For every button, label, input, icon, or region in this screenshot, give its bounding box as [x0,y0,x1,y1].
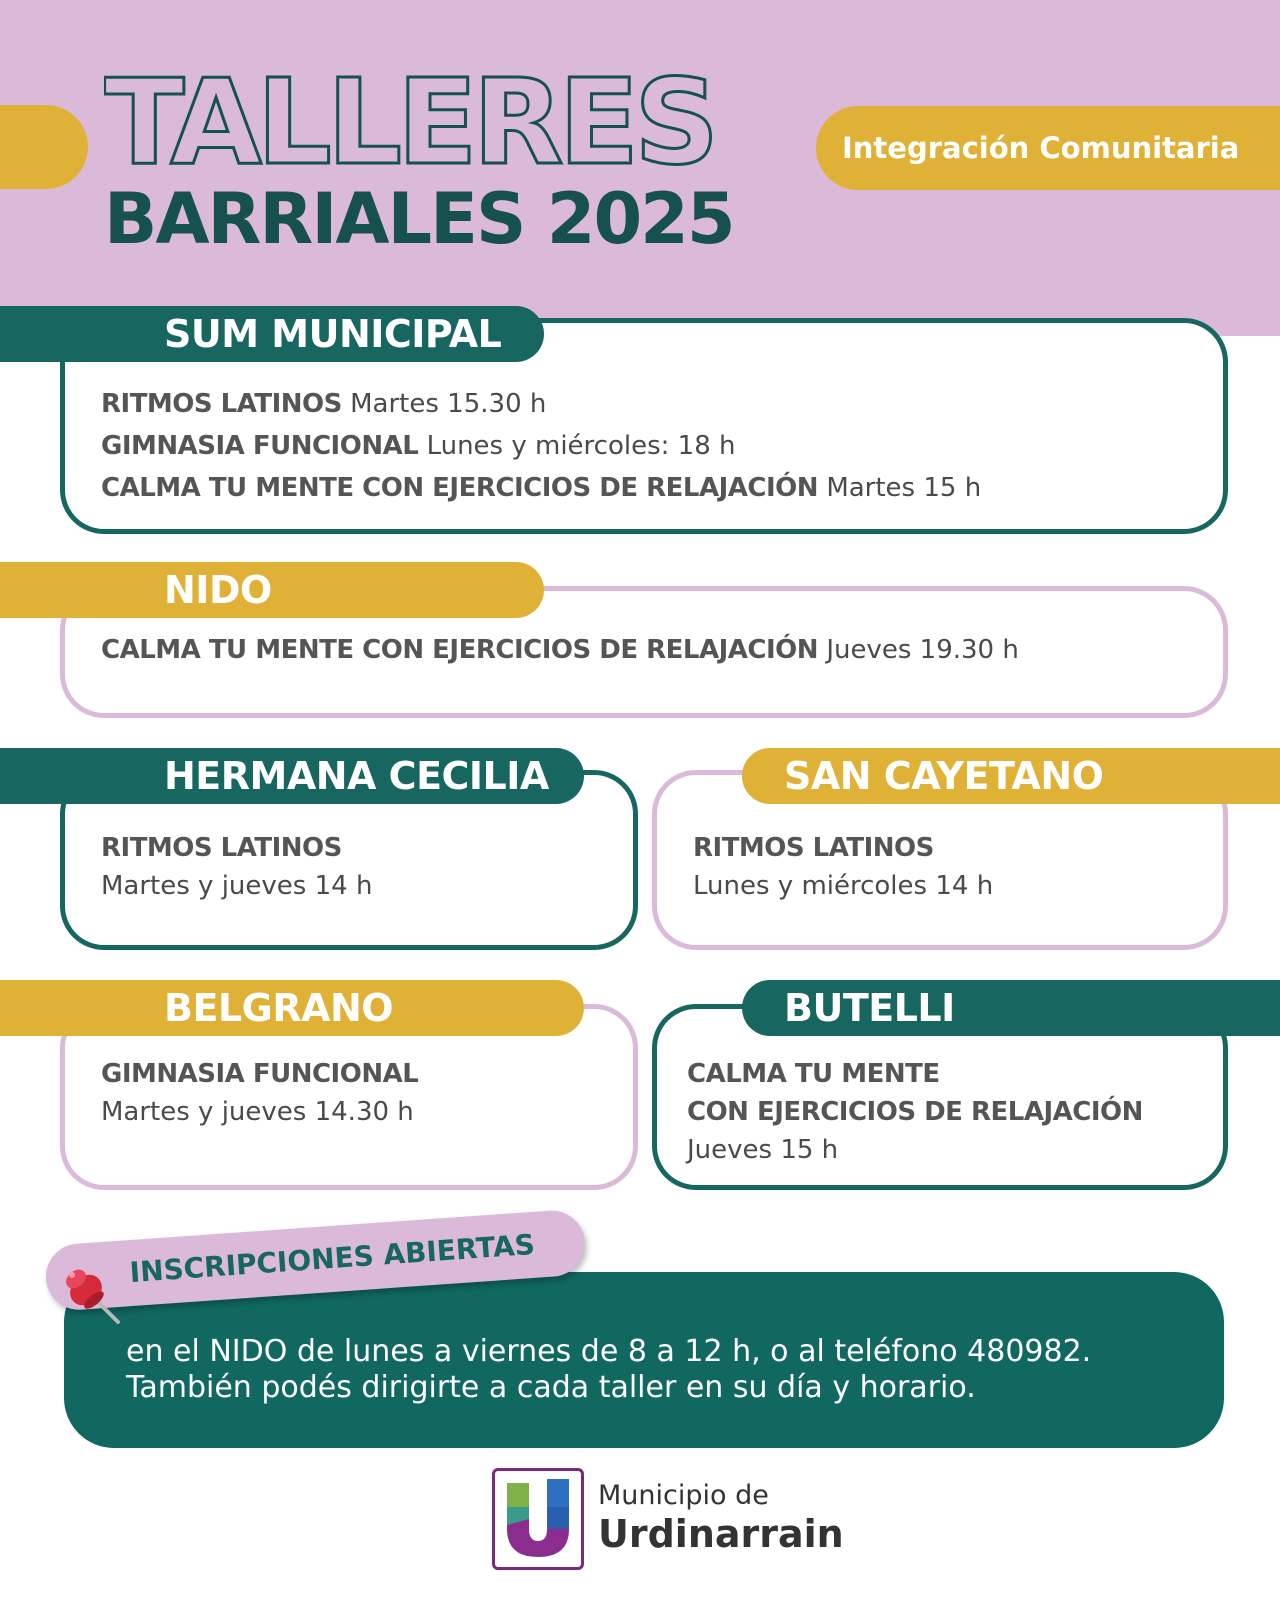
venue-tab-belgrano: BELGRANO [0,980,584,1036]
activity-schedule: Lunes y miércoles: 18 h [426,431,736,461]
list-item [101,383,981,425]
list-item [101,629,1019,671]
venue-tab-butelli: BUTELLI [742,980,1280,1036]
activity-schedule: Lunes y miércoles 14 h [693,871,994,901]
activity-name: CALMA TU MENTE CON EJERCICIOS DE RELAJACIÓN [101,473,819,503]
decorative-pill-left [0,105,88,189]
venue-tab-hermana-cecilia: HERMANA CECILIA [0,748,584,804]
title-line1: TALLERES [104,53,715,191]
registration-line1: en el NIDO de lunes a viernes de 8 a 12 h, o al teléfono 480982. [126,1334,1092,1369]
activity-schedule: Martes y jueves 14 h [101,871,373,901]
venue-items [101,1055,418,1131]
venue-items [693,829,993,905]
activity-name: RITMOS LATINOS [693,833,934,863]
venue-items [101,383,981,509]
activity-name: CALMA TU MENTE CON EJERCICIOS DE RELAJACIÓN [101,635,819,665]
venue-items [101,829,372,905]
activity-schedule: Martes 15 h [826,473,982,503]
municipal-u-logo-icon [492,1468,584,1570]
registration-badge: INSCRIPCIONES ABIERTAS [44,1208,587,1312]
pushpin-icon [56,1260,126,1330]
activity-name-line1: CALMA TU MENTE [687,1059,940,1089]
venue-items [687,1055,1143,1169]
registration-line2: También podés dirigirte a cada taller en su día y horario. [126,1370,976,1405]
activity-name: GIMNASIA FUNCIONAL [101,431,419,461]
activity-schedule: Martes 15.30 h [350,389,547,419]
logo-text-big: Urdinarrain [598,1512,844,1556]
list-item [101,425,981,467]
activity-schedule: Jueves 19.30 h [826,635,1019,665]
title-line2: BARRIALES 2025 [104,178,734,260]
venue-tab-san-cayetano: SAN CAYETANO [742,748,1280,804]
activity-schedule: Jueves 15 h [687,1135,839,1165]
activity-schedule: Martes y jueves 14.30 h [101,1097,414,1127]
venue-items [101,629,1019,671]
activity-name: RITMOS LATINOS [101,389,342,419]
venue-tab-nido: NIDO [0,562,544,618]
venue-tab-sum-municipal: SUM MUNICIPAL [0,306,544,362]
activity-name-line2: CON EJERCICIOS DE RELAJACIÓN [687,1097,1143,1127]
logo-text-small: Municipio de [598,1480,769,1511]
category-tag: Integración Comunitaria [816,106,1280,190]
list-item [101,467,981,509]
activity-name: GIMNASIA FUNCIONAL [101,1059,419,1089]
activity-name: RITMOS LATINOS [101,833,342,863]
